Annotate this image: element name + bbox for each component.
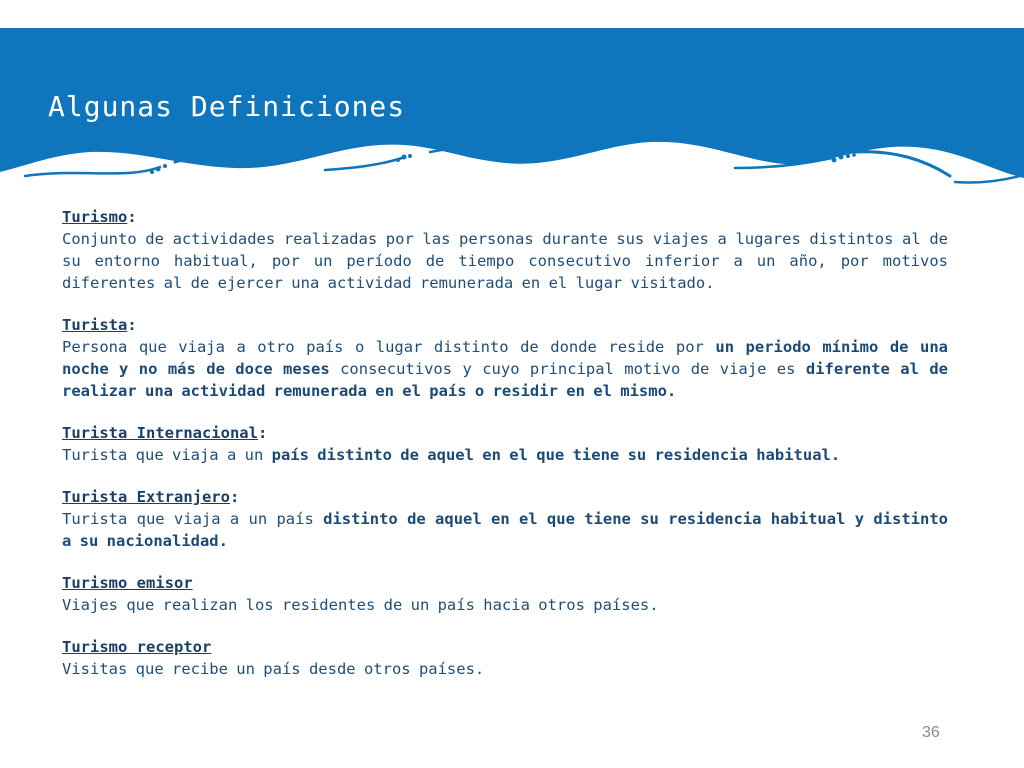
page-number: 36	[922, 724, 940, 741]
definition-title	[62, 636, 948, 658]
definition-title	[62, 572, 948, 594]
slide-title: Algunas Definiciones	[48, 90, 406, 123]
definition-colon: :	[257, 424, 268, 442]
definition-run: Visitas que recibe un país desde otros países.	[62, 660, 485, 678]
definition-run: Viajes que realizan los residentes de un país hacia otros países.	[62, 596, 659, 614]
definition-colon: :	[229, 488, 240, 506]
definition-text	[62, 594, 948, 616]
definition-item	[62, 422, 948, 466]
definition-term: Turista Internacional	[62, 424, 258, 442]
definition-title	[62, 486, 948, 508]
definition-text	[62, 444, 948, 466]
definition-term: Turismo	[62, 208, 128, 226]
definition-text	[62, 508, 948, 552]
header-band	[0, 0, 1024, 210]
definition-title	[62, 206, 948, 228]
definition-term: Turista	[62, 316, 128, 334]
definition-title	[62, 314, 948, 336]
definition-text	[62, 336, 948, 402]
definition-text	[62, 658, 948, 680]
definition-emphasis: distinto de aquel en el que tiene su residencia habitual y distinto a su nacionalidad.	[62, 510, 948, 550]
definition-text	[62, 228, 948, 294]
definition-item	[62, 314, 948, 402]
definition-title	[62, 422, 948, 444]
definition-run: Conjunto de actividades realizadas por las personas durante sus viajes a lugares distintos al de su entorno habitual, por un período de tiempo consecutivo inferior a un año, por motivos diferentes al de ejercer una actividad remunerada en el lugar visitado.	[62, 230, 948, 292]
definition-emphasis: diferente al de realizar una actividad remunerada en el país o residir en el mismo.	[62, 360, 948, 400]
definition-run: consecutivos y cuyo principal motivo de viaje es	[329, 360, 806, 378]
definition-run: Persona que viaja a otro país o lugar distinto de donde reside por	[62, 338, 716, 356]
definition-emphasis: un periodo mínimo de una noche y no más de doce meses	[62, 338, 948, 378]
definition-term: Turista Extranjero	[62, 488, 230, 506]
definition-run: Turista que viaja a un	[62, 446, 272, 464]
definition-item	[62, 636, 948, 680]
definition-term: Turismo receptor	[62, 638, 212, 656]
definition-item	[62, 486, 948, 552]
definition-colon: :	[127, 316, 137, 334]
definition-term: Turismo emisor	[62, 574, 193, 592]
definition-item	[62, 572, 948, 616]
definition-item	[62, 206, 948, 294]
definition-colon: :	[127, 208, 137, 226]
definition-emphasis: país distinto de aquel en el que tiene su residencia habitual.	[271, 446, 841, 464]
definition-run: Turista que viaja a un país	[62, 510, 324, 528]
definitions-list	[62, 206, 948, 700]
